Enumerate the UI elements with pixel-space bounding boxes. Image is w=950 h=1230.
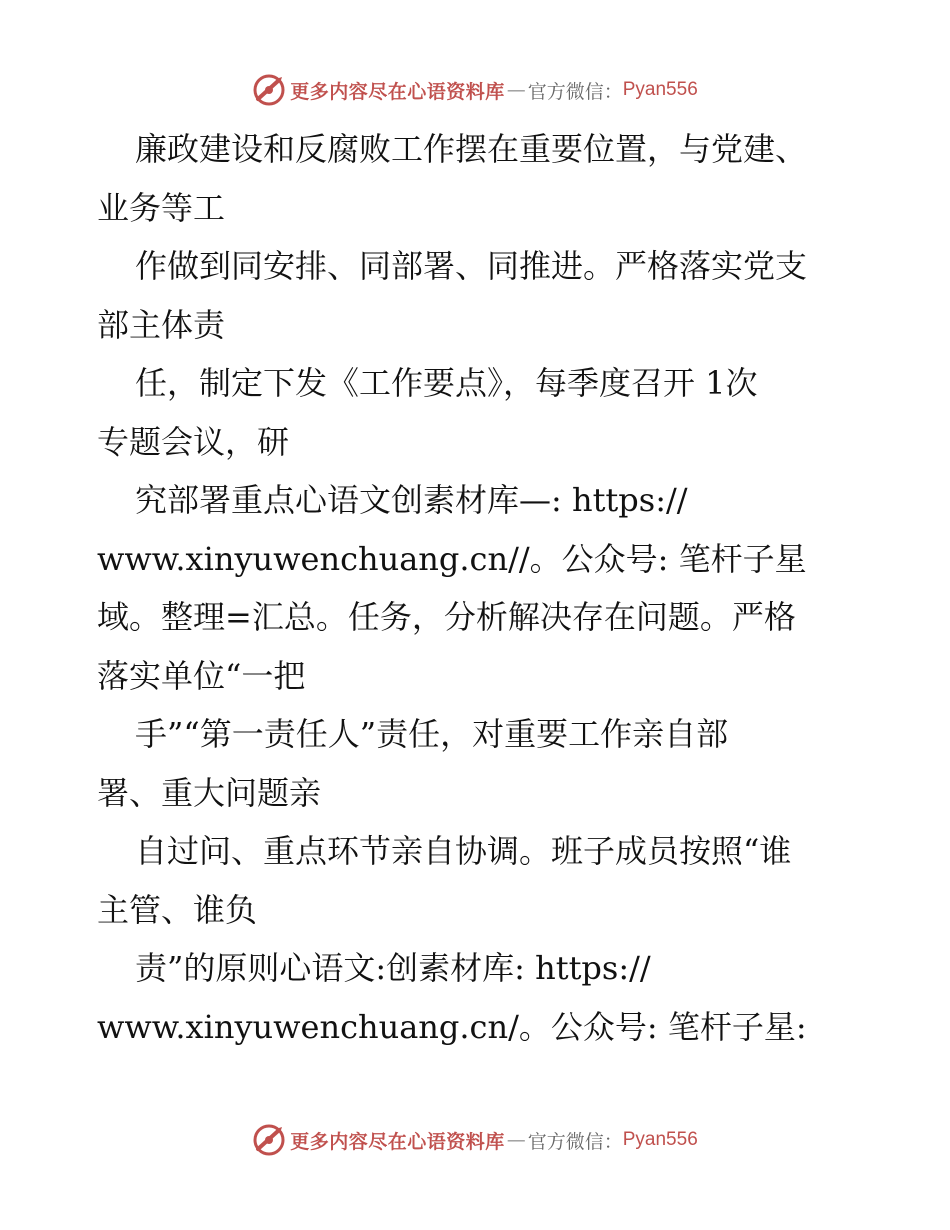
body-line: 手”“第一责任人”责任，对重要工作亲自部 <box>135 715 729 753</box>
footer-wechat-id: Pyan556 <box>622 1129 698 1150</box>
body-line: 自过问、重点环节亲自协调。班子成员按照“谁 <box>135 832 792 870</box>
body-line: 落实单位“一把 <box>97 656 306 695</box>
body-line: 署、重大问题亲 <box>97 773 322 812</box>
body-line: 廉政建设和反腐败工作摆在重要位置，与党建、 <box>135 130 808 168</box>
body-line: www.xinyuwenchuang.cn//。公众号: 笔杆子星 <box>97 539 807 578</box>
header-brand-text: 更多内容尽在心语资料库 <box>290 80 505 103</box>
header-dash: — <box>506 79 526 101</box>
document-body <box>97 120 887 1056</box>
footer-dash: — <box>506 1129 526 1151</box>
header-brand <box>252 73 698 107</box>
body-line: 任，制定下发《工作要点》，每季度召开 1次 <box>135 364 758 402</box>
body-line: 作做到同安排、同部署、同推进。严格落实党支 <box>135 247 808 285</box>
page-footer <box>0 1120 950 1160</box>
footer-brand-text: 更多内容尽在心语资料库 <box>290 1130 505 1153</box>
brand-logo-icon <box>252 73 286 107</box>
footer-label: 官方微信： <box>527 1130 623 1153</box>
body-line: www.xinyuwenchuang.cn/。公众号: 笔杆子星: <box>97 1007 807 1046</box>
body-line: 究部署重点心语文创素材库—: https:// <box>135 481 688 519</box>
page-header <box>0 70 950 110</box>
body-line: 主管、谁负 <box>97 890 258 929</box>
body-line: 部主体责 <box>97 305 226 344</box>
footer-brand <box>252 1123 698 1157</box>
body-line: 责”的原则心语文:创素材库: https:// <box>135 949 651 987</box>
header-label: 官方微信： <box>527 80 623 103</box>
body-line: 域。整理=汇总。任务，分析解决存在问题。严格 <box>97 598 796 636</box>
body-line: 业务等工 <box>97 188 226 227</box>
brand-logo-icon <box>252 1123 286 1157</box>
header-wechat-id: Pyan556 <box>622 79 698 100</box>
body-line: 专题会议，研 <box>97 422 290 461</box>
